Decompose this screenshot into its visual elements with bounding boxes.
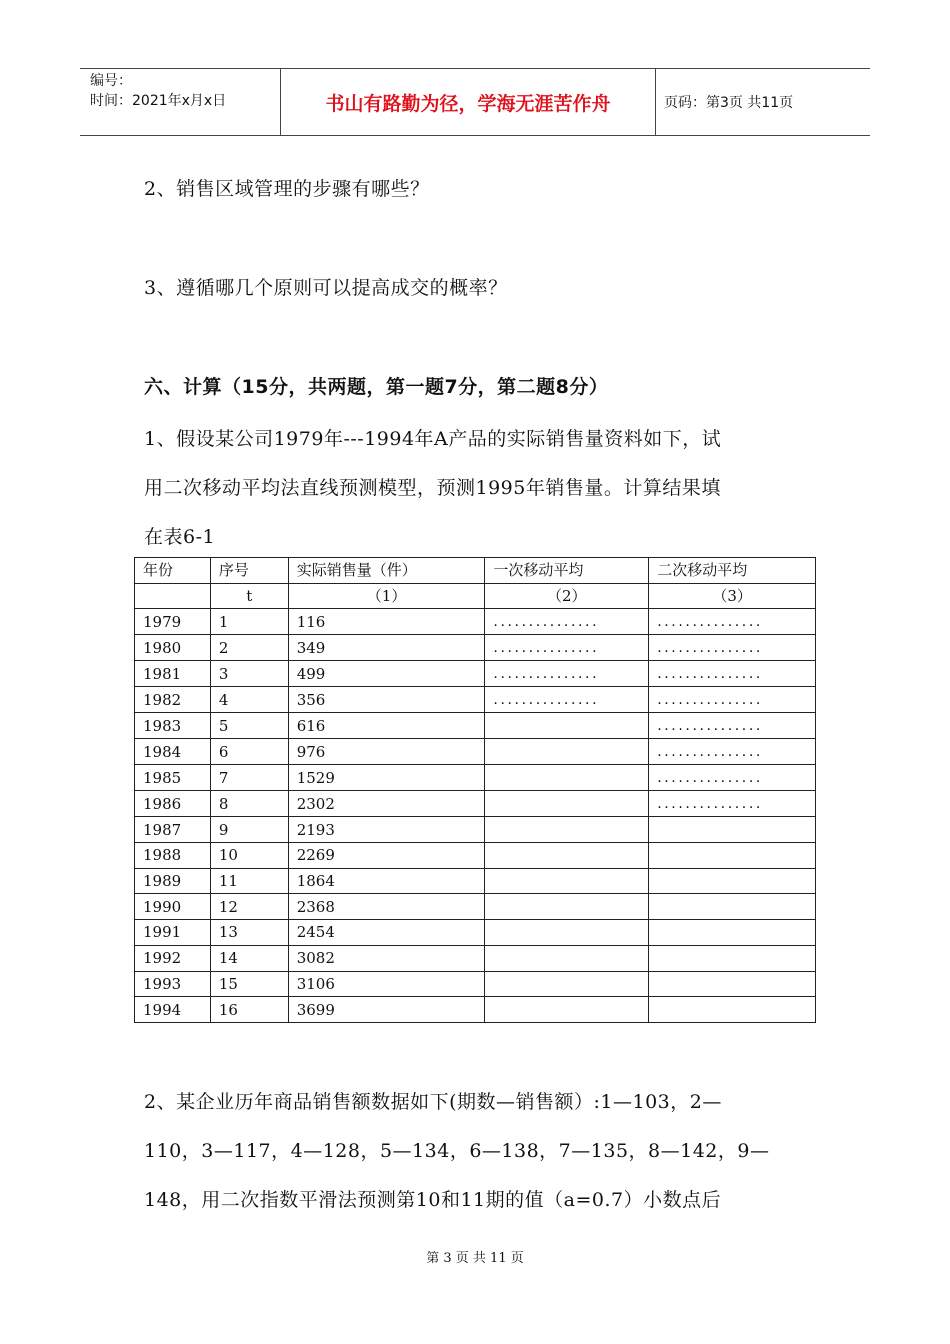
first-moving-average-cell <box>485 843 649 869</box>
sales-cell: 499 <box>288 661 485 687</box>
sales-cell: 116 <box>288 609 485 635</box>
index-cell: 16 <box>210 997 288 1023</box>
table-row <box>135 868 816 894</box>
first-moving-average-cell <box>485 868 649 894</box>
first-moving-average-cell <box>485 971 649 997</box>
second-moving-average-cell <box>649 843 816 869</box>
second-moving-average-cell <box>649 661 816 687</box>
header-actual-sales: 实际销售量（件） <box>288 558 485 584</box>
year-cell: 1987 <box>135 817 211 843</box>
year-cell: 1992 <box>135 945 211 971</box>
sales-cell: 3082 <box>288 945 485 971</box>
subheader-t: t <box>210 583 288 609</box>
table-row <box>135 687 816 713</box>
first-moving-average-cell <box>485 997 649 1023</box>
blank-placeholder-dots: ............... <box>657 718 763 735</box>
header-first-moving-average: 一次移动平均 <box>485 558 649 584</box>
index-cell: 3 <box>210 661 288 687</box>
second-moving-average-cell <box>649 635 816 661</box>
first-moving-average-cell <box>485 739 649 765</box>
problem-2-line-2: 110，3—117，4—128，5—134，6—138，7—135，8—142，9— <box>144 1140 770 1162</box>
first-moving-average-cell <box>485 894 649 920</box>
sales-cell: 3699 <box>288 997 485 1023</box>
table-row <box>135 609 816 635</box>
index-cell: 12 <box>210 894 288 920</box>
sales-cell: 2454 <box>288 920 485 946</box>
blank-placeholder-dots: ............... <box>657 796 763 813</box>
year-cell: 1985 <box>135 765 211 791</box>
blank-placeholder-dots: ............... <box>493 640 600 657</box>
second-moving-average-cell <box>649 971 816 997</box>
subheader-col-3: （3） <box>649 583 816 609</box>
sales-cell: 1529 <box>288 765 485 791</box>
blank-placeholder-dots: ............... <box>493 692 600 709</box>
blank-placeholder-dots: ............... <box>657 666 763 683</box>
header-index: 序号 <box>210 558 288 584</box>
blank-placeholder-dots: ............... <box>657 770 763 787</box>
index-cell: 9 <box>210 817 288 843</box>
second-moving-average-cell <box>649 868 816 894</box>
subheader-col-2: （2） <box>485 583 649 609</box>
problem-2-line-1: 2、某企业历年商品销售额数据如下(期数—销售额）:1—103，2— <box>144 1091 722 1113</box>
table-row <box>135 920 816 946</box>
table-row <box>135 843 816 869</box>
question-3: 3、遵循哪几个原则可以提高成交的概率？ <box>144 277 508 299</box>
table-row <box>135 661 816 687</box>
section-title: 六、计算（15分，共两题，第一题7分，第二题8分） <box>144 376 609 398</box>
sales-cell: 356 <box>288 687 485 713</box>
table-row <box>135 713 816 739</box>
document-date-label: 时间：2021年x月x日 <box>90 93 227 109</box>
index-cell: 7 <box>210 765 288 791</box>
second-moving-average-cell <box>649 894 816 920</box>
page-info-text: 页码：第3页 共11页 <box>664 95 794 111</box>
index-cell: 2 <box>210 635 288 661</box>
first-moving-average-cell <box>485 687 649 713</box>
table-subheader-row <box>135 583 816 609</box>
year-cell: 1981 <box>135 661 211 687</box>
problem-2-line-3: 148，用二次指数平滑法预测第10和11期的值（a=0.7）小数点后 <box>144 1189 722 1211</box>
sales-cell: 3106 <box>288 971 485 997</box>
year-cell: 1994 <box>135 997 211 1023</box>
blank-placeholder-dots: ............... <box>657 640 763 657</box>
table-row <box>135 997 816 1023</box>
question-2: 2、销售区域管理的步骤有哪些？ <box>144 178 430 200</box>
second-moving-average-cell <box>649 739 816 765</box>
second-moving-average-cell <box>649 713 816 739</box>
index-cell: 14 <box>210 945 288 971</box>
table-row <box>135 739 816 765</box>
blank-placeholder-dots: ............... <box>493 614 600 631</box>
sales-cell: 976 <box>288 739 485 765</box>
index-cell: 4 <box>210 687 288 713</box>
first-moving-average-cell <box>485 817 649 843</box>
sales-cell: 2368 <box>288 894 485 920</box>
table-row <box>135 971 816 997</box>
year-cell: 1990 <box>135 894 211 920</box>
second-moving-average-cell <box>649 765 816 791</box>
blank-placeholder-dots: ............... <box>493 666 600 683</box>
sales-data-table <box>134 557 816 1023</box>
second-moving-average-cell <box>649 687 816 713</box>
page-header <box>80 68 870 136</box>
index-cell: 5 <box>210 713 288 739</box>
subheader-year <box>135 583 211 609</box>
sales-cell: 616 <box>288 713 485 739</box>
first-moving-average-cell <box>485 791 649 817</box>
index-cell: 6 <box>210 739 288 765</box>
year-cell: 1989 <box>135 868 211 894</box>
second-moving-average-cell <box>649 945 816 971</box>
year-cell: 1979 <box>135 609 211 635</box>
blank-placeholder-dots: ............... <box>657 744 763 761</box>
blank-placeholder-dots: ............... <box>657 692 763 709</box>
table-row <box>135 817 816 843</box>
sales-cell: 349 <box>288 635 485 661</box>
year-cell: 1993 <box>135 971 211 997</box>
header-second-moving-average: 二次移动平均 <box>649 558 816 584</box>
header-year: 年份 <box>135 558 211 584</box>
first-moving-average-cell <box>485 945 649 971</box>
document-number-label: 编号： <box>90 73 132 89</box>
problem-1-line-3: 在表6-1 <box>144 526 216 548</box>
year-cell: 1983 <box>135 713 211 739</box>
table-row <box>135 635 816 661</box>
first-moving-average-cell <box>485 765 649 791</box>
table-row <box>135 765 816 791</box>
year-cell: 1982 <box>135 687 211 713</box>
sales-cell: 2193 <box>288 817 485 843</box>
year-cell: 1986 <box>135 791 211 817</box>
table-row <box>135 894 816 920</box>
header-meta <box>80 69 280 135</box>
second-moving-average-cell <box>649 791 816 817</box>
blank-placeholder-dots: ............... <box>657 614 763 631</box>
first-moving-average-cell <box>485 661 649 687</box>
table-header-row <box>135 558 816 584</box>
header-page-info <box>664 69 870 135</box>
problem-1-line-1: 1、假设某公司1979年---1994年A产品的实际销售量资料如下，试 <box>144 428 722 450</box>
index-cell: 1 <box>210 609 288 635</box>
year-cell: 1988 <box>135 843 211 869</box>
index-cell: 13 <box>210 920 288 946</box>
year-cell: 1984 <box>135 739 211 765</box>
index-cell: 15 <box>210 971 288 997</box>
first-moving-average-cell <box>485 713 649 739</box>
index-cell: 10 <box>210 843 288 869</box>
problem-1-line-2: 用二次移动平均法直线预测模型，预测1995年销售量。计算结果填 <box>144 477 721 499</box>
sales-cell: 2302 <box>288 791 485 817</box>
second-moving-average-cell <box>649 920 816 946</box>
subheader-col-1: （1） <box>288 583 485 609</box>
index-cell: 11 <box>210 868 288 894</box>
year-cell: 1980 <box>135 635 211 661</box>
first-moving-average-cell <box>485 635 649 661</box>
index-cell: 8 <box>210 791 288 817</box>
table-row <box>135 945 816 971</box>
sales-cell: 2269 <box>288 843 485 869</box>
sales-cell: 1864 <box>288 868 485 894</box>
table-row <box>135 791 816 817</box>
year-cell: 1991 <box>135 920 211 946</box>
second-moving-average-cell <box>649 609 816 635</box>
first-moving-average-cell <box>485 609 649 635</box>
page-footer: 第 3 页 共 11 页 <box>426 1251 524 1266</box>
header-motto: 书山有路勤为径，学海无涯苦作舟 <box>280 69 656 135</box>
second-moving-average-cell <box>649 817 816 843</box>
first-moving-average-cell <box>485 920 649 946</box>
second-moving-average-cell <box>649 997 816 1023</box>
